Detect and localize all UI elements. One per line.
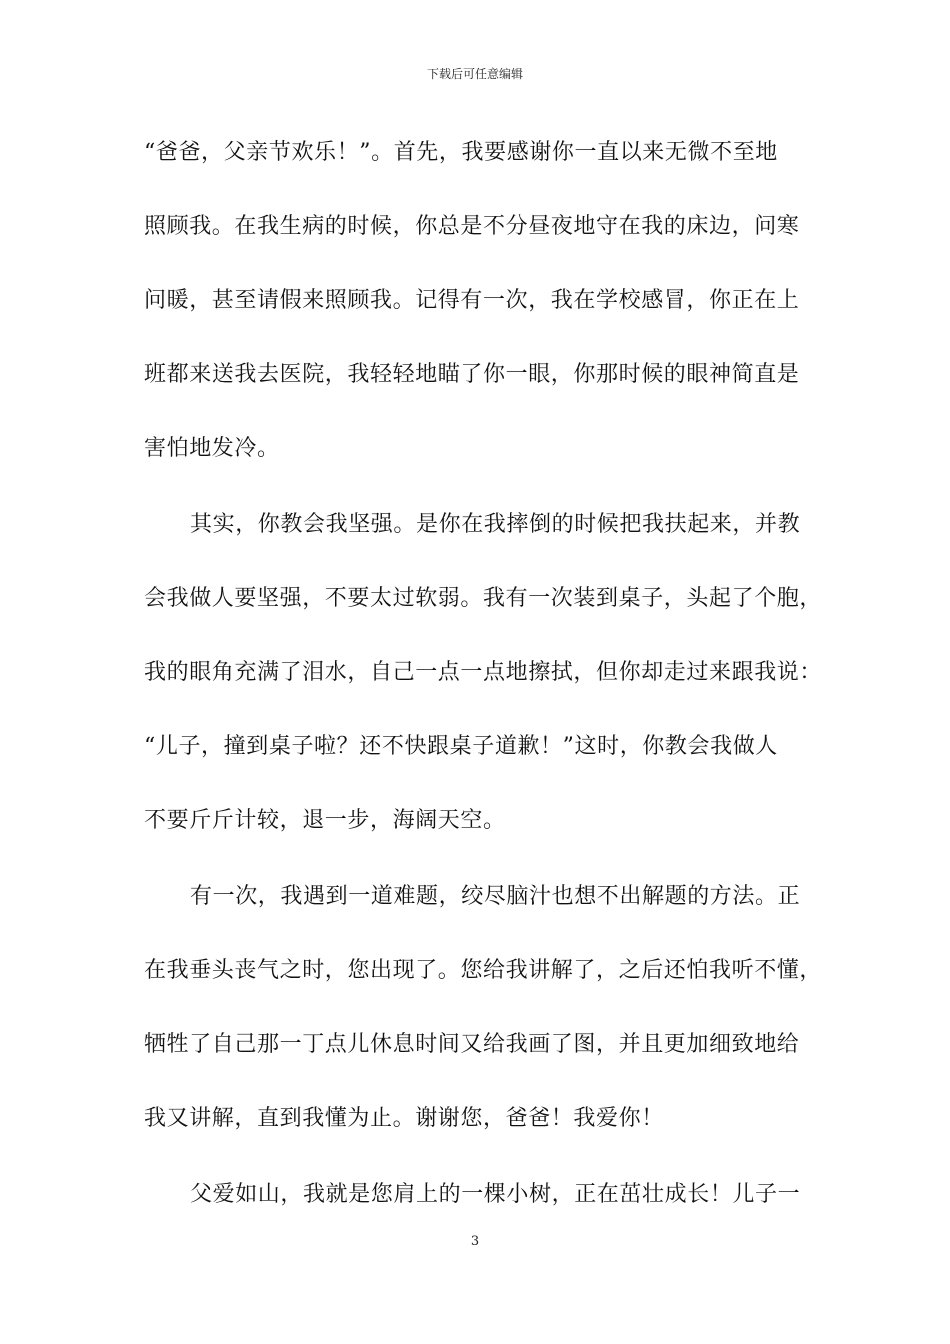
text-line: 我的眼角充满了泪水，自己一点一点地擦拭，但你却走过来跟我说： <box>144 660 823 685</box>
text-line: 班都来送我去医院，我轻轻地瞄了你一眼，你那时候的眼神简直是 <box>144 362 800 387</box>
text-line: 在我垂头丧气之时，您出现了。您给我讲解了，之后还怕我听不懂， <box>144 958 823 983</box>
text-line: “爸爸，父亲节欢乐！”。首先，我要感谢你一直以来无微不至地 <box>144 140 778 165</box>
text-line: 问暖，甚至请假来照顾我。记得有一次，我在学校感冒，你正在上 <box>144 288 800 313</box>
page-header: 下载后可任意编辑 <box>426 67 523 81</box>
text-line: 我又讲解，直到我懂为止。谢谢您，爸爸！我爱你！ <box>144 1106 664 1131</box>
text-line: 不要斤斤计较，退一步，海阔天空。 <box>144 808 506 833</box>
text-line: 照顾我。在我生病的时候，你总是不分昼夜地守在我的床边，问寒 <box>144 214 800 239</box>
text-line: 害怕地发冷。 <box>144 436 280 461</box>
page-number: 3 <box>470 1234 480 1249</box>
text-line: “儿子，撞到桌子啦？还不快跟桌子道歉！”这时，你教会我做人 <box>144 734 778 759</box>
text-line: 会我做人要坚强，不要太过软弱。我有一次装到桌子，头起了个胞， <box>144 586 823 611</box>
paragraph-first-line: 其实，你教会我坚强。是你在我摔倒的时候把我扶起来，并教 <box>190 512 801 537</box>
paragraph-first-line: 有一次，我遇到一道难题，绞尽脑汁也想不出解题的方法。正 <box>190 884 801 909</box>
text-line: 牺牲了自己那一丁点儿休息时间又给我画了图，并且更加细致地给 <box>144 1032 800 1057</box>
paragraph-first-line: 父爱如山，我就是您肩上的一棵小树，正在茁壮成长！儿子一 <box>190 1182 801 1207</box>
